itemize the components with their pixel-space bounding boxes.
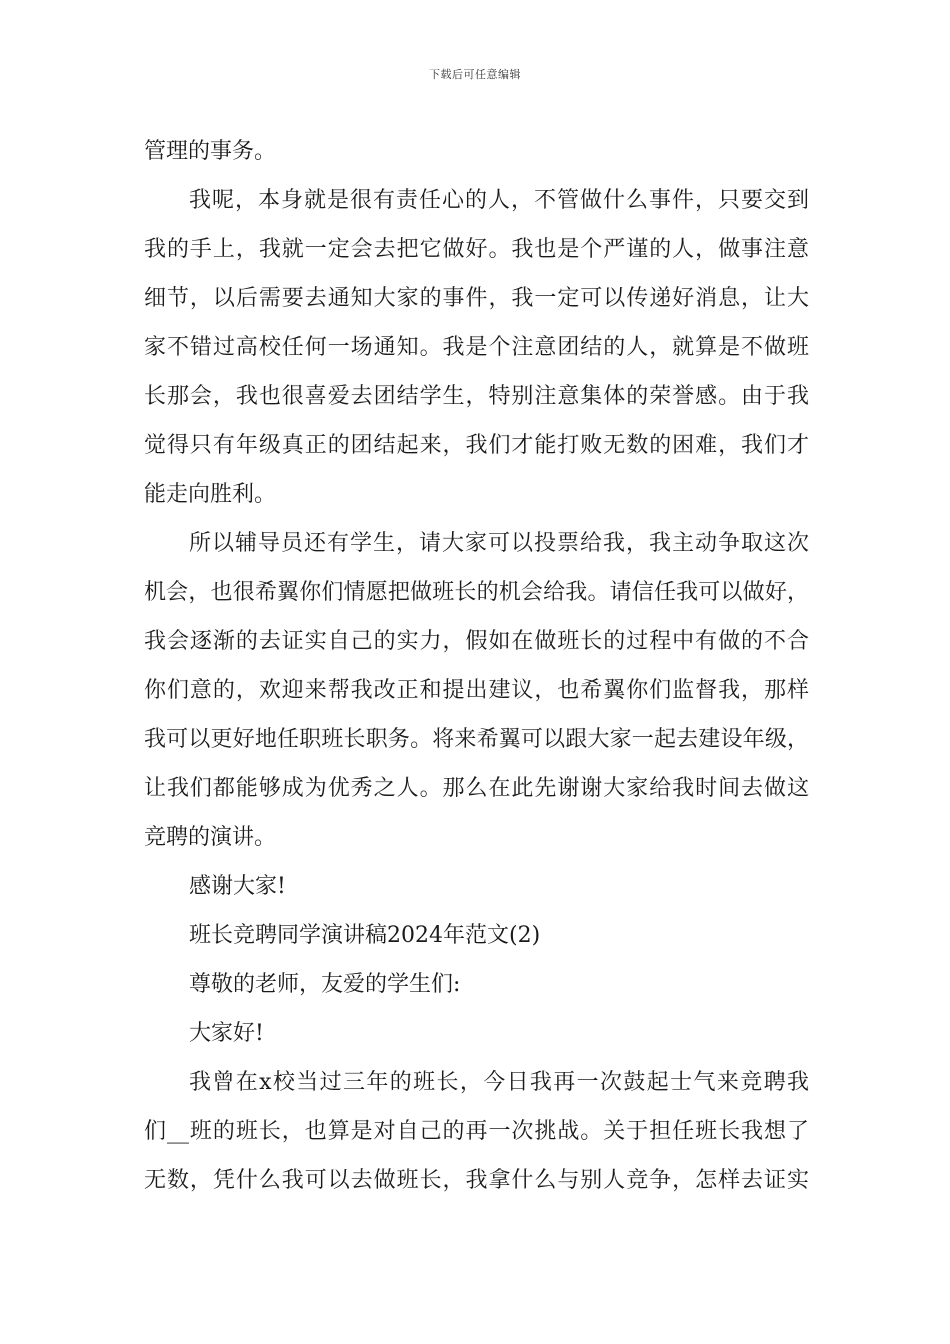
text-line: 我可以更好地任职班长职务。将来希翼可以跟大家一起去建设年级， <box>144 727 809 752</box>
text-line: 无数，凭什么我可以去做班长，我拿什么与别人竞争，怎样去证实 <box>144 1168 809 1193</box>
page-header: 下载后可任意编辑 <box>429 68 521 81</box>
paragraph-continuation <box>144 127 809 176</box>
paragraph-appeal <box>144 519 809 862</box>
text-line: 管理的事务。 <box>144 139 277 164</box>
text-line: 能走向胜利。 <box>144 482 277 507</box>
paragraph-responsibility <box>144 176 809 519</box>
text-line: 我呢，本身就是很有责任心的人，不管做什么事件，只要交到 <box>189 188 809 213</box>
text-line: 班长竞聘同学演讲稿2024年范文(2) <box>189 923 541 948</box>
paragraph-experience <box>144 1058 809 1205</box>
text-line: 们__班的班长，也算是对自己的再一次挑战。关于担任班长我想了 <box>144 1119 809 1144</box>
text-line: 细节，以后需要去通知大家的事件，我一定可以传递好消息，让大 <box>144 286 809 311</box>
text-line: 尊敬的老师，友爱的学生们: <box>189 972 461 997</box>
text-line: 让我们都能够成为优秀之人。那么在此先谢谢大家给我时间去做这 <box>144 776 809 801</box>
text-line: 机会，也很希翼你们情愿把做班长的机会给我。请信任我可以做好， <box>144 580 809 605</box>
text-line: 大家好! <box>189 1021 264 1046</box>
text-line: 家不错过高校任何一场通知。我是个注意团结的人，就算是不做班 <box>144 335 809 360</box>
text-line: 所以辅导员还有学生，请大家可以投票给我，我主动争取这次 <box>189 531 809 556</box>
salutation <box>144 960 809 1009</box>
text-line: 你们意的，欢迎来帮我改正和提出建议，也希翼你们监督我，那样 <box>144 678 809 703</box>
text-line: 竞聘的演讲。 <box>144 825 277 850</box>
paragraph-thanks <box>144 862 809 911</box>
text-line: 我的手上，我就一定会去把它做好。我也是个严谨的人，做事注意 <box>144 237 809 262</box>
section-title <box>144 911 809 960</box>
text-line: 我曾在x校当过三年的班长，今日我再一次鼓起士气来竞聘我 <box>189 1070 809 1095</box>
text-line: 觉得只有年级真正的团结起来，我们才能打败无数的困难，我们才 <box>144 433 809 458</box>
greeting <box>144 1009 809 1058</box>
text-line: 感谢大家! <box>189 874 286 899</box>
text-line: 长那会，我也很喜爱去团结学生，特别注意集体的荣誉感。由于我 <box>144 384 809 409</box>
text-line: 我会逐渐的去证实自己的实力，假如在做班长的过程中有做的不合 <box>144 629 809 654</box>
document-body <box>144 127 809 1205</box>
